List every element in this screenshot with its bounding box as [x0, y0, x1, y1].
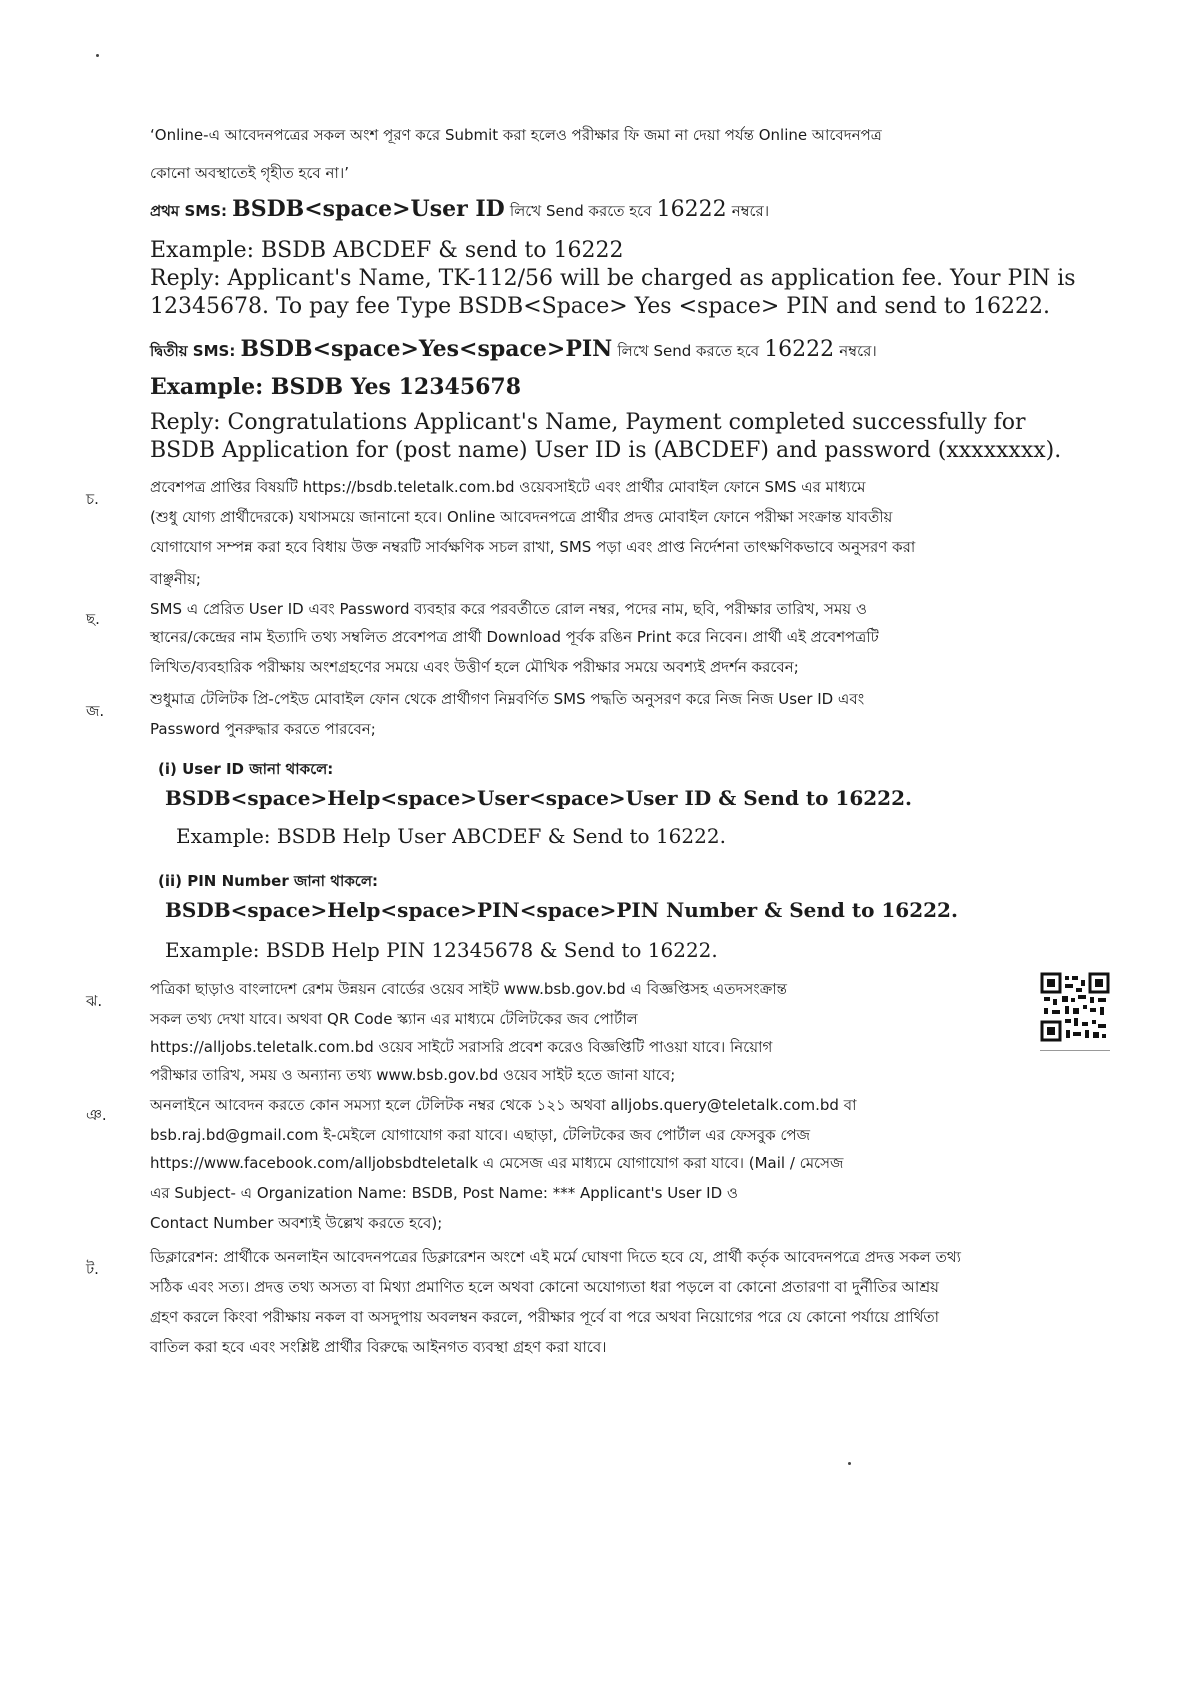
- chha-line-3: লিখিত/ব্যবহারিক পরীক্ষায় অংশগ্রহণের সময়ে এবং উত্তীর্ণ হলে মৌখিক পরীক্ষার সময়ে অবশ্যই প্রদর্শন করবেন;: [150, 658, 799, 676]
- item-marker-cha: চ.: [86, 490, 99, 508]
- ja-sub1-example: Example: BSDB Help User ABCDEF & Send to 16222.: [176, 824, 726, 848]
- nya-line-2: bsb.raj.bd@gmail.com ই-মেইলে যোগাযোগ করা যাবে। এছাড়া, টেলিটকের জব পোর্টাল এর ফেসবুক পেজ: [150, 1126, 811, 1144]
- ja-line-1: শুধুমাত্র টেলিটক প্রি-পেইড মোবাইল ফোন থেকে প্রার্থীগণ নিম্নবর্ণিত SMS পদ্ধতি অনুসরণ করে নিজ নিজ User ID এবং: [150, 690, 865, 708]
- scan-speck: [96, 54, 99, 57]
- sms2-line: [150, 336, 877, 365]
- sms1-suffix: নম্বরে।: [731, 202, 770, 220]
- ta-line-1: ডিক্লারেশন: প্রার্থীকে অনলাইন আবেদনপত্রের ডিক্লারেশন অংশে এই মর্মে ঘোষণা দিতে হবে যে, প্রার্থী কর্তৃক আবেদনপত্রে প্রদত্ত সকল তথ্য: [150, 1248, 961, 1266]
- jha-line-1: পত্রিকা ছাড়াও বাংলাদেশ রেশম উন্নয়ন বোর্ডের ওয়েব সাইট www.bsb.gov.bd এ বিজ্ঞপ্তিসহ এতদসংক্রান্ত: [150, 980, 787, 998]
- cha-line-3: যোগাযোগ সম্পন্ন করা হবে বিধায় উক্ত নম্বরটি সার্বক্ষণিক সচল রাখা, SMS পড়া এবং প্রাপ্ত নির্দেশনা তাৎক্ষণিকভাবে অনুসরণ করা: [150, 538, 916, 556]
- chha-line-2: স্থানের/কেন্দ্রের নাম ইত্যাদি তথ্য সম্বলিত প্রবেশপত্র প্রার্থী Download পূর্বক রঙিন Print করে নিবেন। প্রার্থী এই প্রবেশপত্রটি: [150, 628, 879, 646]
- cha-line-2: (শুধু যোগ্য প্রার্থীদেরকে) যথাসময়ে জানানো হবে। Online আবেদনপত্রে প্রার্থীর প্রদত্ত মোবাইল ফোনে পরীক্ষা সংক্রান্ত যাবতীয়: [150, 508, 893, 526]
- intro-line-1: ‘Online-এ আবেদনপত্রের সকল অংশ পূরণ করে Submit করা হলেও পরীক্ষার ফি জমা না দেয়া পর্যন্ত Online আবেদনপত্র: [150, 126, 882, 144]
- jha-line-3: https://alljobs.teletalk.com.bd ওয়েব সাইটে সরাসরি প্রবেশ করেও বিজ্ঞপ্তিটি পাওয়া যাবে। নিয়োগ: [150, 1038, 773, 1056]
- item-marker-jha: ঝ.: [86, 992, 103, 1010]
- intro-line-2: কোনো অবস্থাতেই গৃহীত হবে না।’: [150, 164, 349, 182]
- ja-sub1-heading: (i) User ID জানা থাকলে:: [158, 760, 334, 778]
- ta-line-2: সঠিক এবং সত্য। প্রদত্ত তথ্য অসত্য বা মিথ্যা প্রমাণিত হলে অথবা কোনো অযোগ্যতা ধরা পড়লে বা কোনো প্রতারণা বা দুর্নীতির আশ্রয়: [150, 1278, 939, 1296]
- cha-line-4: বাঞ্ছনীয়;: [150, 570, 201, 588]
- qr-code-icon: [1040, 972, 1110, 1054]
- sms2-code: BSDB<space>Yes<space>PIN: [240, 336, 613, 362]
- nya-line-1: অনলাইনে আবেদন করতে কোন সমস্যা হলে টেলিটক নম্বর থেকে ১২১ অথবা alljobs.query@teletalk.com.bd বা: [150, 1096, 857, 1114]
- reply-1-line-1: Reply: Applicant's Name, TK-112/56 will be charged as application fee. Your PIN is: [150, 266, 1076, 291]
- reply-2-line-2: BSDB Application for (post name) User ID is (ABCDEF) and password (xxxxxxxx).: [150, 438, 1062, 463]
- reply-2-line-1: Reply: Congratulations Applicant's Name, Payment completed successfully for: [150, 410, 1026, 435]
- ja-sub2-heading: (ii) PIN Number জানা থাকলে:: [158, 872, 379, 890]
- chha-line-1: SMS এ প্রেরিত User ID এবং Password ব্যবহার করে পরবর্তীতে রোল নম্বর, পদের নাম, ছবি, পরীক্ষার তারিখ, সময় ও: [150, 600, 867, 618]
- item-marker-ja: জ.: [86, 702, 105, 720]
- ta-line-3: গ্রহণ করলে কিংবা পরীক্ষায় নকল বা অসদুপায় অবলম্বন করলে, পরীক্ষার পূর্বে বা পরে অথবা নিয়োগের পরে যে কোনো পর্যায়ে প্রার্থিতা: [150, 1308, 940, 1326]
- item-marker-nya: ঞ.: [86, 1106, 107, 1124]
- sms2-suffix: নম্বরে।: [839, 342, 877, 360]
- ja-sub2-example: Example: BSDB Help PIN 12345678 & Send to 16222.: [165, 938, 718, 962]
- sms2-prefix: দ্বিতীয় SMS:: [150, 342, 236, 360]
- reply-1-line-2: 12345678. To pay fee Type BSDB<Space> Yes <space> PIN and send to 16222.: [150, 294, 1050, 319]
- sms1-prefix: প্রথম SMS:: [150, 202, 227, 220]
- item-marker-chha: ছ.: [86, 610, 100, 628]
- cha-line-1: প্রবেশপত্র প্রাপ্তির বিষয়টি https://bsdb.teletalk.com.bd ওয়েবসাইটে এবং প্রার্থীর মোবাইল ফোনে SMS এর মাধ্যমে: [150, 478, 866, 496]
- ja-sub1-code: BSDB<space>Help<space>User<space>User ID & Send to 16222.: [165, 786, 912, 810]
- sms2-instruction: লিখে Send করতে হবে: [617, 342, 760, 360]
- sms2-number: 16222: [764, 337, 835, 362]
- jha-line-2: সকল তথ্য দেখা যাবে। অথবা QR Code স্ক্যান এর মাধ্যমে টেলিটকের জব পোর্টাল: [150, 1010, 638, 1028]
- example-1: Example: BSDB ABCDEF & send to 16222: [150, 238, 624, 263]
- sms1-code: BSDB<space>User ID: [232, 196, 505, 222]
- ta-line-4: বাতিল করা হবে এবং সংশ্লিষ্ট প্রার্থীর বিরুদ্ধে আইনগত ব্যবস্থা গ্রহণ করা যাবে।: [150, 1338, 607, 1356]
- ja-line-2: Password পুনরুদ্ধার করতে পারবেন;: [150, 720, 376, 738]
- nya-line-3: https://www.facebook.com/alljobsbdteletalk এ মেসেজ এর মাধ্যমে যোগাযোগ করা যাবে। (Mail / মেসেজ: [150, 1154, 844, 1172]
- jha-line-4: পরীক্ষার তারিখ, সময় ও অন্যান্য তথ্য www.bsb.gov.bd ওয়েব সাইট হতে জানা যাবে;: [150, 1066, 676, 1084]
- sms1-number: 16222: [656, 197, 727, 222]
- nya-line-4: এর Subject- এ Organization Name: BSDB, Post Name: *** Applicant's User ID ও: [150, 1184, 738, 1202]
- scan-speck: [848, 1462, 851, 1465]
- item-marker-ta: ট.: [86, 1260, 99, 1278]
- nya-line-5: Contact Number অবশ্যই উল্লেখ করতে হবে);: [150, 1214, 443, 1232]
- example-2: Example: BSDB Yes 12345678: [150, 374, 522, 400]
- sms1-instruction: লিখে Send করতে হবে: [509, 202, 652, 220]
- sms1-line: [150, 196, 769, 225]
- ja-sub2-code: BSDB<space>Help<space>PIN<space>PIN Number & Send to 16222.: [165, 898, 958, 922]
